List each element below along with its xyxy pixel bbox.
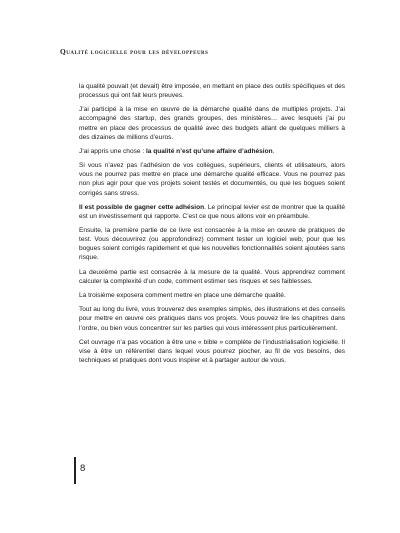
paragraph: Il est possible de gagner cette adhésion. Le principal levier est de montrer que la qualité est un investissement qui rapporte. C’est ce que nous allons voir en préambule. bbox=[79, 203, 346, 220]
paragraph: La deuxième partie est consacrée à la mesure de la qualité. Vous apprendrez comment calculer la complexité d’un code, comment estimer ses risques et ses faiblesses. bbox=[79, 268, 345, 285]
paragraph: J’ai participé à la mise en œuvre de la démarche qualité dans de multiples projets. J’ai accompagné des startup, des grands groupes, des ministères… avec lesquels j’ai pu mettre en place des processus de qualité avec des budgets allant de quelques milliers à des dizaines de millions d’euros. bbox=[79, 106, 345, 141]
paragraph: la qualité pouvait (et devait) être imposée, en mettant en place des outils spécifiques et des processus qui ont fait leurs preuves. bbox=[79, 83, 345, 100]
emphasis: Il est possible de gagner cette adhésion bbox=[79, 203, 205, 211]
paragraph: Cet ouvrage n’a pas vocation à être une « bible » complète de l’industrialisation logicielle. Il vise à être un référentiel dans lequel vous pourrez piocher, au fil de vos besoins, des techniques et pratiques dont vous inspirer et à partager autour de vous. bbox=[79, 338, 345, 365]
paragraph: La troisième exposera comment mettre en place une démarche qualité. bbox=[79, 292, 286, 300]
folio-rule bbox=[74, 457, 76, 484]
page-number: 8 bbox=[80, 463, 86, 474]
paragraph: J’ai appris une chose : la qualité n’est qu’une affaire d’adhésion. bbox=[79, 147, 275, 155]
paragraph: Ensuite, la première partie de ce livre est consacrée à la mise en œuvre de pratiques de test. Vous découvrirez (ou approfondirez) comment tester un logiciel web, pour que les bogues soient corrigés rapidement et que les nouvelles fonctionnalités soient ajoutées sans risque. bbox=[79, 227, 345, 262]
emphasis: la qualité n’est qu’une affaire d’adhésion bbox=[145, 147, 273, 155]
body-text bbox=[79, 82, 345, 370]
running-header: Qualité logicielle pour les développeurs bbox=[60, 47, 209, 56]
paragraph: Tout au long du livre, vous trouverez des exemples simples, des illustrations et des conseils pour mettre en œuvre ces pratiques dans vos projets. Vous pouvez lire les chapitres dans l’ordre, ou bien vous concentrer sur les parties qui vous intéressent plus particulièrement. bbox=[79, 306, 345, 332]
paragraph: Si vous n’avez pas l’adhésion de vos collègues, supérieurs, clients et utilisateurs, alors vous ne pourrez pas mettre en place une démarche qualité efficace. Vous ne pourrez pas non plus agir pour que vos projets soient testés et documentés, ou que les bogues soient corrigés sans stress. bbox=[79, 162, 345, 197]
